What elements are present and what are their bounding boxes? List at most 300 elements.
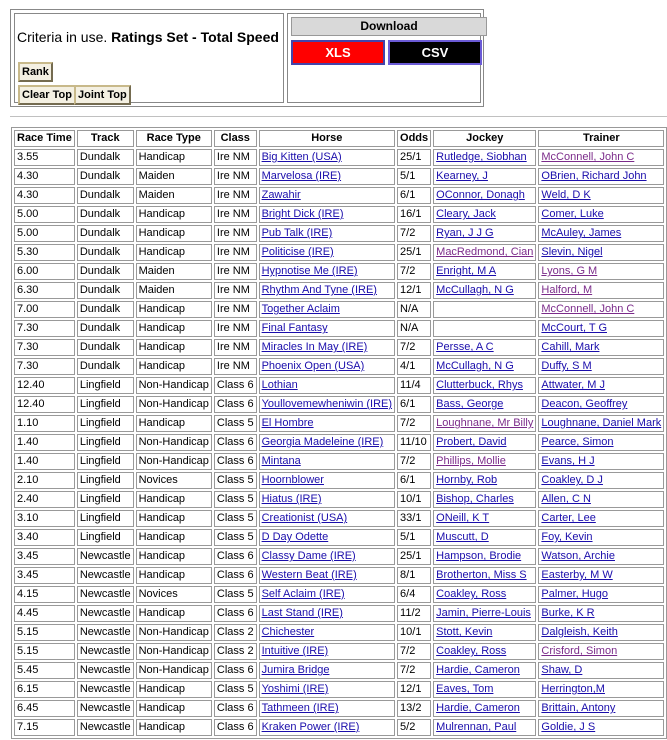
horse-link[interactable]: Big Kitten (USA) xyxy=(259,149,395,166)
track-cell: Lingfield xyxy=(77,510,134,527)
race-time-cell: 4.30 xyxy=(14,187,75,204)
trainer-link[interactable]: McAuley, James xyxy=(538,225,664,242)
horse-link[interactable]: Lothian xyxy=(259,377,395,394)
table-row xyxy=(14,320,664,337)
trainer-link[interactable]: Attwater, M J xyxy=(538,377,664,394)
odds-cell: 5/1 xyxy=(397,529,431,546)
trainer-link[interactable]: Herrington,M xyxy=(538,681,664,698)
trainer-link[interactable]: Dalgleish, Keith xyxy=(538,624,664,641)
class-cell: Class 5 xyxy=(214,472,257,489)
track-cell: Dundalk xyxy=(77,358,134,375)
horse-link[interactable]: Western Beat (IRE) xyxy=(259,567,395,584)
col-header-jockey[interactable]: Jockey xyxy=(433,130,536,147)
horse-link[interactable]: Kraken Power (IRE) xyxy=(259,719,395,736)
horse-link[interactable]: Georgia Madeleine (IRE) xyxy=(259,434,395,451)
track-cell: Lingfield xyxy=(77,491,134,508)
track-cell: Newcastle xyxy=(77,586,134,603)
col-header-odds[interactable]: Odds xyxy=(397,130,431,147)
odds-cell: 25/1 xyxy=(397,244,431,261)
odds-cell: 7/2 xyxy=(397,263,431,280)
odds-cell: 7/2 xyxy=(397,662,431,679)
track-cell: Newcastle xyxy=(77,643,134,660)
table-row xyxy=(14,491,664,508)
odds-cell: 25/1 xyxy=(397,149,431,166)
class-cell: Class 6 xyxy=(214,662,257,679)
race-time-cell: 2.40 xyxy=(14,491,75,508)
odds-cell: 11/2 xyxy=(397,605,431,622)
odds-cell: 6/4 xyxy=(397,586,431,603)
class-cell: Class 6 xyxy=(214,377,257,394)
horse-link[interactable]: Bright Dick (IRE) xyxy=(259,206,395,223)
class-cell: Class 6 xyxy=(214,548,257,565)
horse-link[interactable]: Politicise (IRE) xyxy=(259,244,395,261)
table-row xyxy=(14,396,664,413)
track-cell: Newcastle xyxy=(77,567,134,584)
odds-cell: 10/1 xyxy=(397,491,431,508)
jockey-link[interactable]: MacRedmond, Cian xyxy=(433,244,536,261)
track-cell: Dundalk xyxy=(77,168,134,185)
odds-cell: 12/1 xyxy=(397,681,431,698)
class-cell: Ire NM xyxy=(214,244,257,261)
race-type-cell: Handicap xyxy=(136,301,212,318)
race-type-cell: Handicap xyxy=(136,339,212,356)
odds-cell: 5/2 xyxy=(397,719,431,736)
odds-cell: 7/2 xyxy=(397,415,431,432)
track-cell: Dundalk xyxy=(77,301,134,318)
track-cell: Lingfield xyxy=(77,396,134,413)
race-type-cell: Handicap xyxy=(136,681,212,698)
table-row xyxy=(14,225,664,242)
track-cell: Lingfield xyxy=(77,453,134,470)
class-cell: Class 2 xyxy=(214,643,257,660)
horse-link[interactable]: Creationist (USA) xyxy=(259,510,395,527)
table-row xyxy=(14,548,664,565)
race-type-cell: Handicap xyxy=(136,719,212,736)
trainer-link[interactable]: Evans, H J xyxy=(538,453,664,470)
odds-cell: N/A xyxy=(397,320,431,337)
jockey-link xyxy=(433,320,536,337)
odds-cell: 7/2 xyxy=(397,339,431,356)
jockey-link[interactable]: Jamin, Pierre-Louis xyxy=(433,605,536,622)
horse-link[interactable]: Mintana xyxy=(259,453,395,470)
odds-cell: 6/1 xyxy=(397,472,431,489)
horse-link[interactable]: Last Stand (IRE) xyxy=(259,605,395,622)
divider xyxy=(10,116,667,117)
race-type-cell: Handicap xyxy=(136,415,212,432)
table-row xyxy=(14,358,664,375)
race-time-cell: 3.55 xyxy=(14,149,75,166)
race-time-cell: 3.10 xyxy=(14,510,75,527)
horse-link[interactable]: Chichester xyxy=(259,624,395,641)
trainer-link[interactable]: McCourt, T G xyxy=(538,320,664,337)
race-type-cell: Handicap xyxy=(136,244,212,261)
jockey-link[interactable]: Clutterbuck, Rhys xyxy=(433,377,536,394)
class-cell: Ire NM xyxy=(214,263,257,280)
odds-cell: 33/1 xyxy=(397,510,431,527)
track-cell: Newcastle xyxy=(77,605,134,622)
track-cell: Newcastle xyxy=(77,548,134,565)
race-type-cell: Non-Handicap xyxy=(136,662,212,679)
track-cell: Dundalk xyxy=(77,187,134,204)
horse-link[interactable]: Jumira Bridge xyxy=(259,662,395,679)
table-row xyxy=(14,301,664,318)
odds-cell: 16/1 xyxy=(397,206,431,223)
table-row xyxy=(14,719,664,736)
trainer-link[interactable]: Weld, D K xyxy=(538,187,664,204)
criteria-panel xyxy=(14,13,284,103)
jockey-link[interactable]: Hardie, Cameron xyxy=(433,662,536,679)
track-cell: Dundalk xyxy=(77,263,134,280)
race-type-cell: Non-Handicap xyxy=(136,377,212,394)
race-time-cell: 12.40 xyxy=(14,377,75,394)
class-cell: Class 5 xyxy=(214,491,257,508)
race-time-cell: 2.10 xyxy=(14,472,75,489)
jockey-link[interactable]: McCullagh, N G xyxy=(433,282,536,299)
clear-top-button[interactable]: Clear Top xyxy=(18,85,76,105)
odds-cell: 10/1 xyxy=(397,624,431,641)
criteria-prefix: Criteria in use. xyxy=(17,29,108,45)
table-row xyxy=(14,510,664,527)
table-row xyxy=(14,624,664,641)
track-cell: Dundalk xyxy=(77,339,134,356)
horse-link[interactable]: Tathmeen (IRE) xyxy=(259,700,395,717)
race-type-cell: Handicap xyxy=(136,548,212,565)
table-row xyxy=(14,282,664,299)
trainer-link[interactable]: OBrien, Richard John xyxy=(538,168,664,185)
trainer-link[interactable]: Deacon, Geoffrey xyxy=(538,396,664,413)
race-time-cell: 6.30 xyxy=(14,282,75,299)
horse-link[interactable]: Final Fantasy xyxy=(259,320,395,337)
trainer-link[interactable]: Foy, Kevin xyxy=(538,529,664,546)
trainer-link[interactable]: Comer, Luke xyxy=(538,206,664,223)
class-cell: Ire NM xyxy=(214,149,257,166)
jockey-link[interactable]: Persse, A C xyxy=(433,339,536,356)
joint-top-button[interactable]: Joint Top xyxy=(74,85,131,105)
odds-cell: 8/1 xyxy=(397,567,431,584)
table-row xyxy=(14,586,664,603)
trainer-link[interactable]: Palmer, Hugo xyxy=(538,586,664,603)
jockey-link[interactable]: Mulrennan, Paul xyxy=(433,719,536,736)
odds-cell: 11/10 xyxy=(397,434,431,451)
jockey-link[interactable]: Eaves, Tom xyxy=(433,681,536,698)
class-cell: Class 6 xyxy=(214,434,257,451)
col-header-track[interactable]: Track xyxy=(77,130,134,147)
horse-link[interactable]: D Day Odette xyxy=(259,529,395,546)
race-time-cell: 7.30 xyxy=(14,320,75,337)
track-cell: Lingfield xyxy=(77,472,134,489)
trainer-link[interactable]: Lyons, G M xyxy=(538,263,664,280)
race-time-cell: 7.15 xyxy=(14,719,75,736)
races-table-body xyxy=(14,149,664,736)
class-cell: Ire NM xyxy=(214,339,257,356)
table-header-row xyxy=(14,130,664,147)
track-cell: Lingfield xyxy=(77,415,134,432)
race-time-cell: 3.45 xyxy=(14,548,75,565)
race-type-cell: Non-Handicap xyxy=(136,434,212,451)
race-time-cell: 5.00 xyxy=(14,225,75,242)
jockey-link[interactable]: Cleary, Jack xyxy=(433,206,536,223)
criteria-text xyxy=(17,29,279,45)
track-cell: Dundalk xyxy=(77,149,134,166)
table-row xyxy=(14,453,664,470)
horse-link[interactable]: Pub Talk (IRE) xyxy=(259,225,395,242)
class-cell: Ire NM xyxy=(214,168,257,185)
jockey-link[interactable]: Bass, George xyxy=(433,396,536,413)
race-type-cell: Handicap xyxy=(136,491,212,508)
table-row xyxy=(14,244,664,261)
class-cell: Class 6 xyxy=(214,396,257,413)
table-row xyxy=(14,149,664,166)
race-time-cell: 7.30 xyxy=(14,339,75,356)
class-cell: Ire NM xyxy=(214,187,257,204)
class-cell: Ire NM xyxy=(214,301,257,318)
jockey-link[interactable]: Ryan, J J G xyxy=(433,225,536,242)
table-row xyxy=(14,415,664,432)
trainer-link[interactable]: Slevin, Nigel xyxy=(538,244,664,261)
races-table xyxy=(11,127,667,739)
race-time-cell: 5.30 xyxy=(14,244,75,261)
class-cell: Class 2 xyxy=(214,624,257,641)
horse-link[interactable]: Marvelosa (IRE) xyxy=(259,168,395,185)
race-time-cell: 5.15 xyxy=(14,643,75,660)
csv-download-button[interactable]: CSV xyxy=(388,40,482,65)
race-type-cell: Handicap xyxy=(136,320,212,337)
trainer-link[interactable]: McConnell, John C xyxy=(538,149,664,166)
trainer-link[interactable]: Easterby, M W xyxy=(538,567,664,584)
trainer-link[interactable]: Loughnane, Daniel Mark xyxy=(538,415,664,432)
jockey-link[interactable]: Phillips, Mollie xyxy=(433,453,536,470)
odds-cell: 4/1 xyxy=(397,358,431,375)
race-type-cell: Non-Handicap xyxy=(136,643,212,660)
class-cell: Class 6 xyxy=(214,719,257,736)
trainer-link[interactable]: Halford, M xyxy=(538,282,664,299)
ratings-set-label: Ratings Set - Total Speed xyxy=(111,29,279,45)
trainer-link[interactable]: Goldie, J S xyxy=(538,719,664,736)
jockey-link[interactable]: Coakley, Ross xyxy=(433,643,536,660)
jockey-link[interactable]: McCullagh, N G xyxy=(433,358,536,375)
race-type-cell: Handicap xyxy=(136,206,212,223)
race-type-cell: Novices xyxy=(136,472,212,489)
trainer-link[interactable]: Coakley, D J xyxy=(538,472,664,489)
table-row xyxy=(14,662,664,679)
trainer-link[interactable]: Brittain, Antony xyxy=(538,700,664,717)
class-cell: Ire NM xyxy=(214,320,257,337)
race-time-cell: 6.15 xyxy=(14,681,75,698)
table-row xyxy=(14,187,664,204)
trainer-link[interactable]: Allen, C N xyxy=(538,491,664,508)
race-time-cell: 5.45 xyxy=(14,662,75,679)
jockey-link[interactable]: ONeill, K T xyxy=(433,510,536,527)
race-type-cell: Handicap xyxy=(136,567,212,584)
race-time-cell: 7.30 xyxy=(14,358,75,375)
odds-cell: 7/2 xyxy=(397,225,431,242)
horse-link[interactable]: Self Aclaim (IRE) xyxy=(259,586,395,603)
table-row xyxy=(14,168,664,185)
class-cell: Class 6 xyxy=(214,700,257,717)
trainer-link[interactable]: Burke, K R xyxy=(538,605,664,622)
jockey-link[interactable]: Muscutt, D xyxy=(433,529,536,546)
odds-cell: 7/2 xyxy=(397,643,431,660)
class-cell: Class 6 xyxy=(214,567,257,584)
table-row xyxy=(14,700,664,717)
track-cell: Dundalk xyxy=(77,320,134,337)
table-row xyxy=(14,434,664,451)
race-time-cell: 6.00 xyxy=(14,263,75,280)
race-type-cell: Non-Handicap xyxy=(136,624,212,641)
track-cell: Newcastle xyxy=(77,700,134,717)
horse-link[interactable]: Hiatus (IRE) xyxy=(259,491,395,508)
horse-link[interactable]: Miracles In May (IRE) xyxy=(259,339,395,356)
col-header-race-type[interactable]: Race Type xyxy=(136,130,212,147)
race-type-cell: Maiden xyxy=(136,282,212,299)
race-time-cell: 1.40 xyxy=(14,434,75,451)
horse-link[interactable]: Classy Dame (IRE) xyxy=(259,548,395,565)
race-type-cell: Maiden xyxy=(136,168,212,185)
download-title: Download xyxy=(291,17,487,36)
class-cell: Class 6 xyxy=(214,453,257,470)
trainer-link[interactable]: Crisford, Simon xyxy=(538,643,664,660)
table-row xyxy=(14,567,664,584)
odds-cell: N/A xyxy=(397,301,431,318)
horse-link[interactable]: Youllovemewheniwin (IRE) xyxy=(259,396,395,413)
table-row xyxy=(14,605,664,622)
odds-cell: 13/2 xyxy=(397,700,431,717)
race-type-cell: Maiden xyxy=(136,187,212,204)
race-time-cell: 6.45 xyxy=(14,700,75,717)
trainer-link[interactable]: Carter, Lee xyxy=(538,510,664,527)
odds-cell: 7/2 xyxy=(397,453,431,470)
race-type-cell: Handicap xyxy=(136,149,212,166)
odds-cell: 25/1 xyxy=(397,548,431,565)
odds-cell: 6/1 xyxy=(397,396,431,413)
race-type-cell: Non-Handicap xyxy=(136,453,212,470)
jockey-link[interactable]: Probert, David xyxy=(433,434,536,451)
race-type-cell: Handicap xyxy=(136,225,212,242)
col-header-horse[interactable]: Horse xyxy=(259,130,395,147)
trainer-link[interactable]: Shaw, D xyxy=(538,662,664,679)
class-cell: Ire NM xyxy=(214,282,257,299)
track-cell: Newcastle xyxy=(77,719,134,736)
race-type-cell: Handicap xyxy=(136,510,212,527)
table-row xyxy=(14,472,664,489)
trainer-link[interactable]: Cahill, Mark xyxy=(538,339,664,356)
race-type-cell: Non-Handicap xyxy=(136,396,212,413)
col-header-race-time[interactable]: Race Time xyxy=(14,130,75,147)
horse-link[interactable]: El Hombre xyxy=(259,415,395,432)
track-cell: Newcastle xyxy=(77,681,134,698)
horse-link[interactable]: Intuitive (IRE) xyxy=(259,643,395,660)
class-cell: Class 6 xyxy=(214,605,257,622)
jockey-link[interactable]: Brotherton, Miss S xyxy=(433,567,536,584)
class-cell: Class 5 xyxy=(214,510,257,527)
top-panel xyxy=(10,9,484,107)
odds-cell: 6/1 xyxy=(397,187,431,204)
col-header-class[interactable]: Class xyxy=(214,130,257,147)
table-row xyxy=(14,206,664,223)
table-row xyxy=(14,529,664,546)
race-time-cell: 3.45 xyxy=(14,567,75,584)
race-time-cell: 5.15 xyxy=(14,624,75,641)
download-panel xyxy=(287,13,481,103)
race-type-cell: Maiden xyxy=(136,263,212,280)
horse-link[interactable]: Zawahir xyxy=(259,187,395,204)
race-time-cell: 4.15 xyxy=(14,586,75,603)
race-type-cell: Novices xyxy=(136,586,212,603)
xls-download-button[interactable]: XLS xyxy=(291,40,385,65)
odds-cell: 12/1 xyxy=(397,282,431,299)
class-cell: Class 5 xyxy=(214,415,257,432)
class-cell: Ire NM xyxy=(214,206,257,223)
race-time-cell: 1.10 xyxy=(14,415,75,432)
jockey-link[interactable]: Hornby, Rob xyxy=(433,472,536,489)
horse-link[interactable]: Hoornblower xyxy=(259,472,395,489)
race-time-cell: 4.30 xyxy=(14,168,75,185)
race-type-cell: Handicap xyxy=(136,529,212,546)
horse-link[interactable]: Rhythm And Tyne (IRE) xyxy=(259,282,395,299)
horse-link[interactable]: Yoshimi (IRE) xyxy=(259,681,395,698)
table-row xyxy=(14,339,664,356)
trainer-link[interactable]: McConnell, John C xyxy=(538,301,664,318)
track-cell: Dundalk xyxy=(77,282,134,299)
jockey-link[interactable]: Enright, M A xyxy=(433,263,536,280)
jockey-link[interactable]: Bishop, Charles xyxy=(433,491,536,508)
horse-link[interactable]: Hypnotise Me (IRE) xyxy=(259,263,395,280)
track-cell: Newcastle xyxy=(77,662,134,679)
race-time-cell: 7.00 xyxy=(14,301,75,318)
race-type-cell: Handicap xyxy=(136,605,212,622)
jockey-link[interactable]: Rutledge, Siobhan xyxy=(433,149,536,166)
trainer-link[interactable]: Watson, Archie xyxy=(538,548,664,565)
class-cell: Class 5 xyxy=(214,586,257,603)
table-row xyxy=(14,681,664,698)
race-time-cell: 4.45 xyxy=(14,605,75,622)
class-cell: Class 5 xyxy=(214,529,257,546)
jockey-link[interactable]: Stott, Kevin xyxy=(433,624,536,641)
track-cell: Lingfield xyxy=(77,377,134,394)
jockey-link[interactable]: Kearney, J xyxy=(433,168,536,185)
track-cell: Newcastle xyxy=(77,624,134,641)
trainer-link[interactable]: Pearce, Simon xyxy=(538,434,664,451)
race-time-cell: 3.40 xyxy=(14,529,75,546)
odds-cell: 5/1 xyxy=(397,168,431,185)
class-cell: Ire NM xyxy=(214,358,257,375)
jockey-link[interactable]: Loughnane, Mr Billy xyxy=(433,415,536,432)
col-header-trainer[interactable]: Trainer xyxy=(538,130,664,147)
horse-link[interactable]: Phoenix Open (USA) xyxy=(259,358,395,375)
race-time-cell: 5.00 xyxy=(14,206,75,223)
table-row xyxy=(14,643,664,660)
jockey-link[interactable]: Hampson, Brodie xyxy=(433,548,536,565)
horse-link[interactable]: Together Aclaim xyxy=(259,301,395,318)
race-time-cell: 12.40 xyxy=(14,396,75,413)
trainer-link[interactable]: Duffy, S M xyxy=(538,358,664,375)
table-row xyxy=(14,377,664,394)
jockey-link[interactable]: Coakley, Ross xyxy=(433,586,536,603)
table-row xyxy=(14,263,664,280)
odds-cell: 11/4 xyxy=(397,377,431,394)
class-cell: Class 5 xyxy=(214,681,257,698)
jockey-link[interactable]: OConnor, Donagh xyxy=(433,187,536,204)
track-cell: Lingfield xyxy=(77,529,134,546)
class-cell: Ire NM xyxy=(214,225,257,242)
track-cell: Dundalk xyxy=(77,225,134,242)
jockey-link[interactable]: Hardie, Cameron xyxy=(433,700,536,717)
rank-button[interactable]: Rank xyxy=(18,62,53,82)
track-cell: Dundalk xyxy=(77,244,134,261)
jockey-link xyxy=(433,301,536,318)
race-type-cell: Handicap xyxy=(136,358,212,375)
race-time-cell: 1.40 xyxy=(14,453,75,470)
